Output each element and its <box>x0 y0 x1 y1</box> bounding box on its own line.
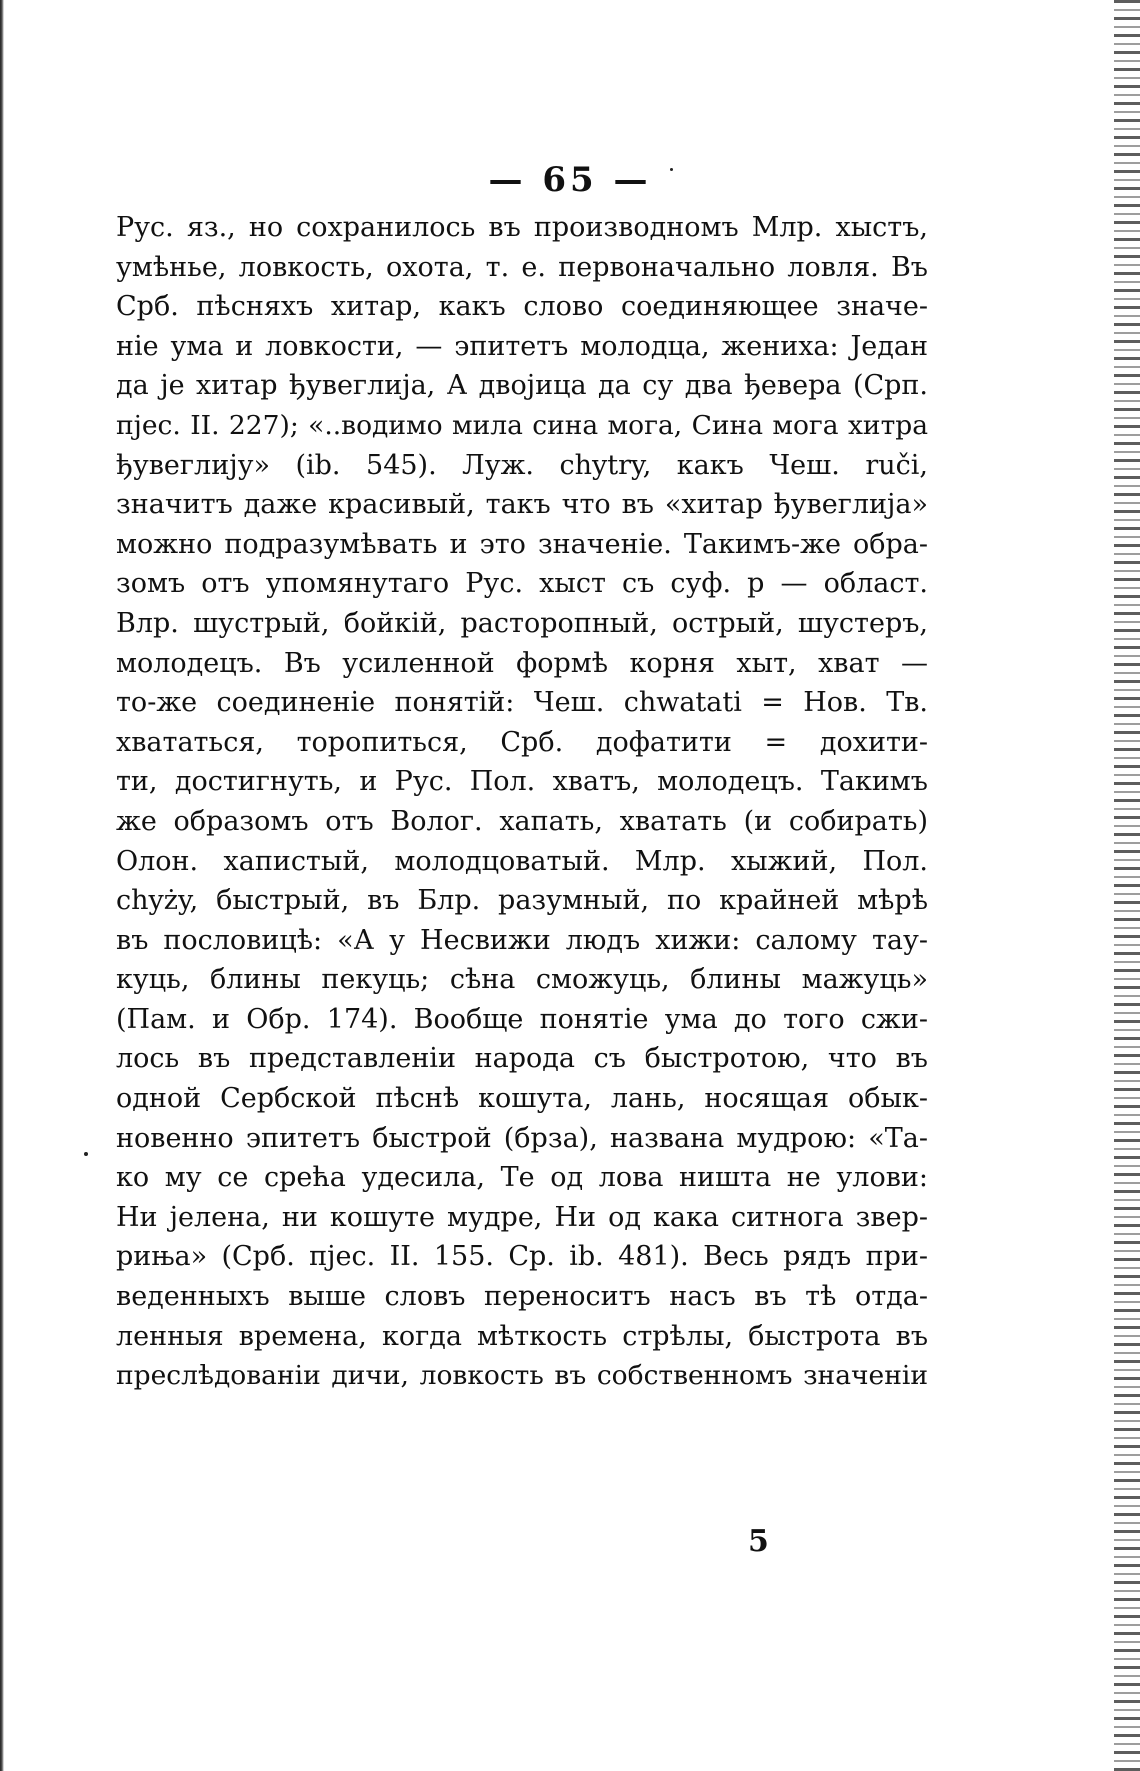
text-line: новенно эпитетъ быстрой (брза), названа мудрою: «Та- <box>116 1122 928 1154</box>
text-line: преслѣдованіи дичи, ловкость въ собственномъ значеніи <box>116 1360 928 1392</box>
text-line: значитъ даже красивый, такъ что въ «хитар ђувеглија» <box>116 489 928 521</box>
text-line: ко му се срећа удесила, Те од лова ништа не улови: <box>116 1162 928 1194</box>
text-line: ленныя времена, когда мѣткость стрѣлы, быстрота въ <box>116 1320 928 1352</box>
text-line: да је хитар ђувеглија, А двојица да су два ђевера (Срп. <box>116 370 928 402</box>
stray-mark <box>84 1152 88 1156</box>
text-line: веденныхъ выше словъ переноситъ насъ въ тѣ отда- <box>116 1281 928 1313</box>
text-line: ніе ума и ловкости, — эпитетъ молодца, жениха: Један <box>116 330 928 362</box>
page-header: — 65 — <box>488 160 652 200</box>
text-line: ти, достигнуть, и Рус. Пол. хватъ, молодецъ. Такимъ <box>116 766 928 798</box>
text-line: въ пословицѣ: «А у Несвижи людъ хижи: салому тау- <box>116 924 928 956</box>
text-line: умѣнье, ловкость, охота, т. е. первоначально ловля. Въ <box>116 251 928 283</box>
text-line: то-же соединеніе понятій: Чеш. chwatati = Нов. Тв. <box>116 687 928 719</box>
adjacent-page-edge <box>1114 0 1140 1771</box>
text-line: молодецъ. Въ усиленной формѣ корня хыт, хват — <box>116 647 928 679</box>
text-line: пјес. II. 227); «..водимо мила сина мога, Сина мога хитра <box>116 409 928 441</box>
body-text <box>116 208 928 1396</box>
text-line: зомъ отъ упомянутаго Рус. хыст съ суф. р — област. <box>116 568 928 600</box>
text-line: Влр. шустрый, бойкій, расторопный, острый, шустеръ, <box>116 607 928 639</box>
text-line: одной Сербской пѣснѣ кошута, лань, носящая обык- <box>116 1083 928 1115</box>
text-line: Рус. яз., но сохранилось въ производномъ Млр. хыстъ, <box>116 212 928 243</box>
text-line: куць, блины пекуць; сѣна сможуць, блины мажуць» <box>116 964 928 996</box>
page-left-edge <box>0 0 4 1771</box>
text-line: хвататься, торопиться, Срб. дофатити = дохити- <box>116 726 928 758</box>
stray-mark <box>670 168 673 171</box>
text-line: риња» (Срб. пјес. II. 155. Ср. ib. 481). Весь рядъ при- <box>116 1241 928 1273</box>
text-line: Олон. хапистый, молодцоватый. Млр. хыжий, Пол. <box>116 845 928 877</box>
signature-number: 5 <box>748 1524 769 1559</box>
text-line: (Пам. и Обр. 174). Вообще понятіе ума до того сжи- <box>116 1003 928 1035</box>
text-line: Срб. пѣсняхъ хитар, какъ слово соединяющее значе- <box>116 291 928 323</box>
text-line: лось въ представленіи народа съ быстротою, что въ <box>116 1043 928 1075</box>
text-line: chyży, быстрый, въ Блр. разумный, по крайней мѣрѣ <box>116 885 928 917</box>
text-line: можно подразумѣвать и это значеніе. Такимъ-же обра- <box>116 528 928 560</box>
text-line: же образомъ отъ Волог. хапать, хватать (и собирать) <box>116 805 928 837</box>
text-line: Ни јелена, ни кошуте мудре, Ни од кака ситнога звер- <box>116 1201 928 1233</box>
text-line: ђувеглију» (ib. 545). Луж. chytry, какъ Чеш. ruči, <box>116 449 928 481</box>
